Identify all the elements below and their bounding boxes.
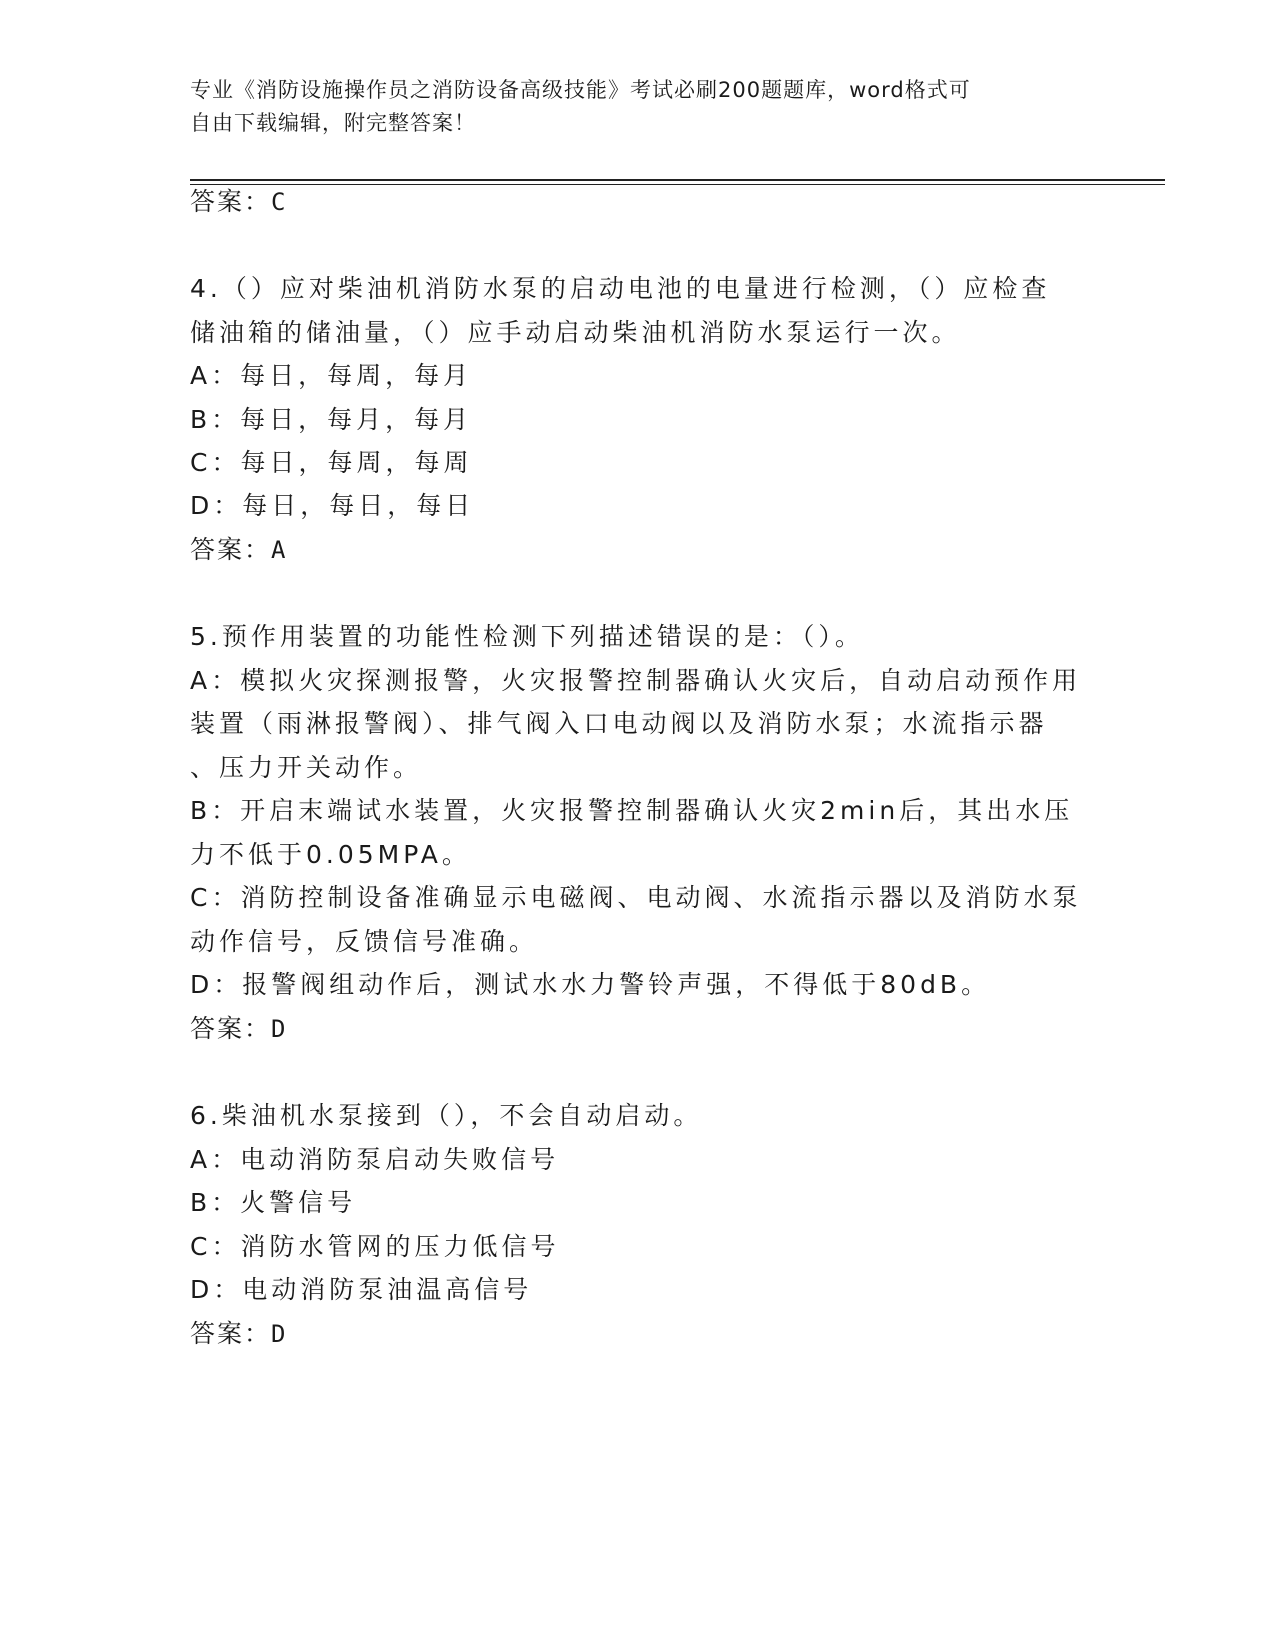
- question-6-line-1: 6.柴油机水泵接到（），不会自动启动。: [190, 1101, 703, 1130]
- question-5-answer: [190, 1014, 287, 1044]
- question-4-option-d: D：每日，每日，每日: [190, 491, 475, 520]
- question-6-option-d: D：电动消防泵油温高信号: [190, 1275, 533, 1304]
- header-divider-thin: [190, 184, 1165, 185]
- question-5-option-b-line-1: B：开启末端试水装置，火灾报警控制器确认火灾2min后，其出水压: [190, 796, 1074, 825]
- answer-label: 答案：: [190, 1319, 272, 1348]
- answer-value: C: [271, 188, 288, 216]
- question-4-option-b: B：每日，每月，每月: [190, 405, 473, 434]
- page-header: [190, 74, 1080, 140]
- question-5-option-a-line-3: 、压力开关动作。: [190, 753, 423, 782]
- question-4-line-2: 储油箱的储油量，（）应手动启动柴油机消防水泵运行一次。: [190, 318, 961, 347]
- question-5-option-c-line-2: 动作信号，反馈信号准确。: [190, 927, 539, 956]
- question-4-line-1: 4.（）应对柴油机消防水泵的启动电池的电量进行检测，（）应检查: [190, 274, 1051, 303]
- answer-value: D: [271, 1320, 288, 1348]
- answer-label: 答案：: [190, 1014, 272, 1043]
- question-5-option-b-line-2: 力不低于0.05MPA。: [190, 840, 471, 869]
- question-6-option-b: B：火警信号: [190, 1188, 357, 1217]
- question-5-option-d: D：报警阀组动作后，测试水水力警铃声强，不得低于80dB。: [190, 970, 991, 999]
- answer-value: A: [271, 536, 288, 564]
- question-6-option-c: C：消防水管网的压力低信号: [190, 1232, 560, 1261]
- question-5-option-a-line-1: A：模拟火灾探测报警，火灾报警控制器确认火灾后，自动启动预作用: [190, 666, 1082, 695]
- question-5-option-c-line-1: C：消防控制设备准确显示电磁阀、电动阀、水流指示器以及消防水泵: [190, 883, 1082, 912]
- question-5-option-a-line-2: 装置（雨淋报警阀）、排气阀入口电动阀以及消防水泵；水流指示器: [190, 709, 1048, 738]
- answer-label: 答案：: [190, 187, 272, 216]
- question-4-option-c: C：每日，每周，每周: [190, 448, 473, 477]
- question-5-line-1: 5.预作用装置的功能性检测下列描述错误的是：（）。: [190, 622, 864, 651]
- question-4-answer: [190, 535, 287, 565]
- header-line-2: 自由下载编辑，附完整答案！: [190, 111, 476, 135]
- question-6-option-a: A：电动消防泵启动失败信号: [190, 1145, 560, 1174]
- answer-label: 答案：: [190, 535, 272, 564]
- question-6-answer: [190, 1319, 287, 1349]
- answer-value: D: [271, 1015, 288, 1043]
- prev-answer: [190, 187, 287, 217]
- question-4-option-a: A：每日，每周，每月: [190, 361, 473, 390]
- header-line-1: 专业《消防设施操作员之消防设备高级技能》考试必刷200题题库，word格式可: [190, 78, 971, 102]
- header-divider-thick: [190, 179, 1165, 181]
